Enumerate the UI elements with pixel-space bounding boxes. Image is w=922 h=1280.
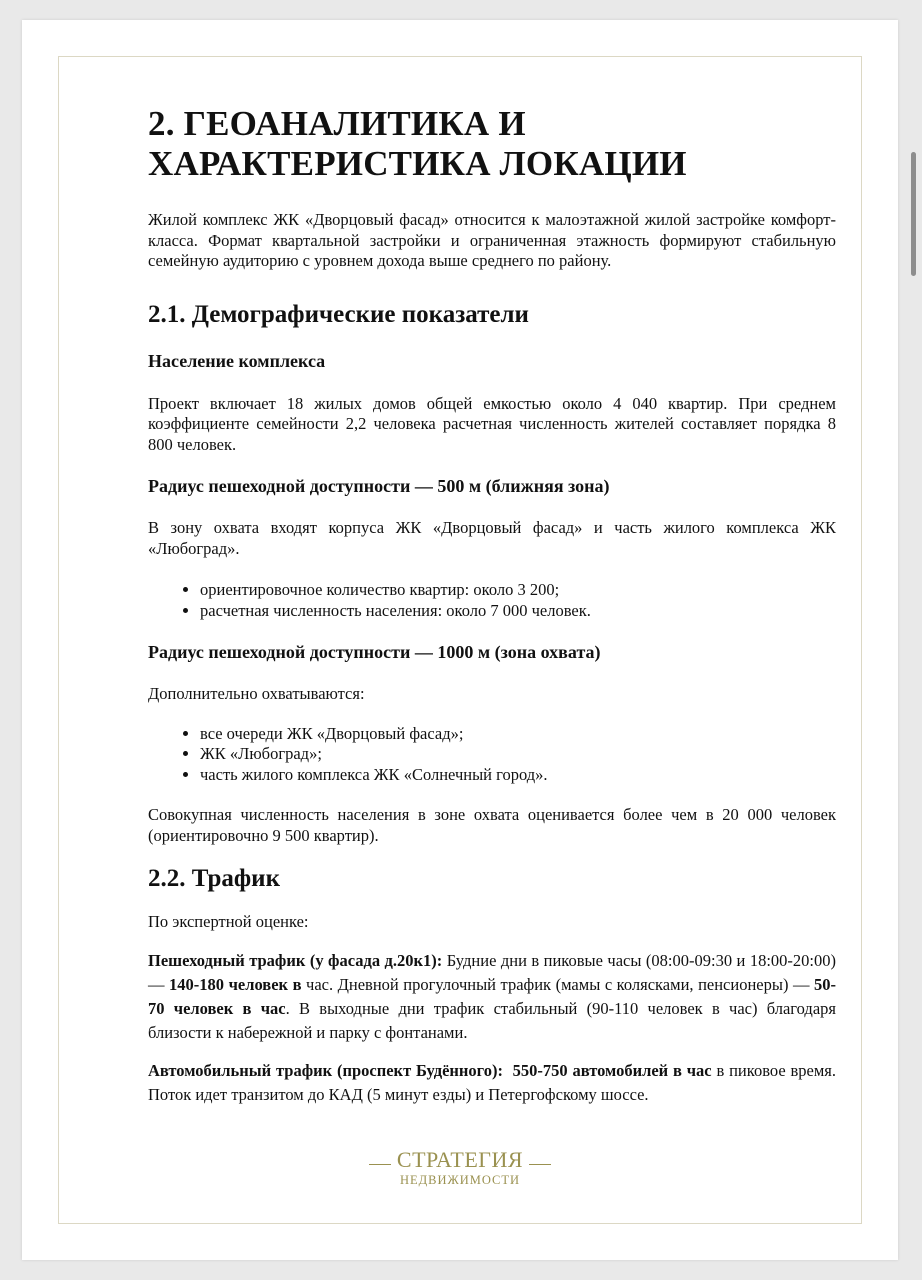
auto-traffic-label: Автомобильный трафик (проспект Будённого):	[148, 1060, 503, 1080]
pedestrian-text-1: Будние дни в пиковые часы (08:00-09:30 и 18:00-20:00) —	[148, 950, 836, 994]
list-item: • расчетная численность населения: около 7 000 человек.	[200, 601, 836, 622]
total-population-paragraph: Совокупная численность населения в зоне охвата оценивается более чем в 20 000 человек (ориентировочно 9 500 квартир).	[148, 805, 836, 845]
page-title	[148, 104, 836, 184]
logo-subtitle: НЕДВИЖИМОСТИ	[399, 1173, 521, 1187]
logo-dash-left	[369, 1164, 391, 1165]
expert-paragraph: По экспертной оценке:	[148, 912, 309, 931]
radius-1000-list	[148, 724, 836, 786]
title-line-1: 2. ГЕОАНАЛИТИКА И	[148, 104, 526, 143]
pedestrian-text-3: . В выходные дни трафик стабильный (90-110 человек в час) благодаря близости к набережной и парку с фонтанами.	[148, 998, 836, 1042]
pedestrian-peak-value: 140-180 человек в	[169, 974, 302, 994]
auto-traffic-value: 550-750 автомобилей в час	[502, 1060, 712, 1080]
list-item: • часть жилого комплекса ЖК «Солнечный город».	[200, 765, 836, 786]
auto-traffic-paragraph	[148, 1059, 836, 1107]
list-item: • ориентировочное количество квартир: около 3 200;	[200, 580, 836, 601]
section-2-1-heading: 2.1. Демографические показатели	[148, 300, 529, 328]
pedestrian-day-value: 50-70 человек в час	[148, 974, 837, 1018]
logo-brand-text: СТРАТЕГИЯ	[396, 1147, 524, 1172]
page-content	[148, 104, 836, 1107]
population-paragraph: Проект включает 18 жилых домов общей емкостью около 4 040 квартир. При среднем коэффициенте семейности 2,2 человека расчетная численность жителей составляет порядка 8 800 человек.	[148, 393, 836, 454]
population-heading: Население комплекса	[148, 350, 326, 371]
footer-logo	[22, 1148, 898, 1188]
list-item: • ЖК «Любоград»;	[200, 744, 836, 765]
pedestrian-traffic-paragraph	[148, 949, 836, 1045]
radius-500-paragraph: В зону охвата входят корпуса ЖК «Дворцовый фасад» и часть жилого комплекса ЖК «Любоград».	[148, 518, 836, 558]
pedestrian-traffic-label: Пешеходный трафик (у фасада д.20к1):	[148, 950, 443, 970]
auto-traffic-text: в пиковое время. Поток идет транзитом до КАД (5 минут езды) и Петергофскому шоссе.	[148, 1060, 836, 1104]
radius-1000-paragraph: Дополнительно охватываются:	[148, 684, 365, 703]
list-item: • все очереди ЖК «Дворцовый фасад»;	[200, 724, 836, 745]
radius-500-heading: Радиус пешеходной доступности — 500 м (ближняя зона)	[148, 476, 610, 496]
intro-paragraph: Жилой комплекс ЖК «Дворцовый фасад» относится к малоэтажной жилой застройке комфорт-класса. Формат квартальной застройки и ограниченная этажность формируют стабильную семейную аудиторию с уровнем дохода выше среднего по району.	[148, 210, 836, 270]
radius-500-list	[148, 580, 836, 621]
logo-dash-right	[529, 1164, 551, 1165]
title-line-2: ХАРАКТЕРИСТИКА ЛОКАЦИИ	[148, 144, 687, 183]
section-2-2-heading: 2.2. Трафик	[148, 865, 280, 892]
pedestrian-text-2: час. Дневной прогулочный трафик (мамы с колясками, пенсионеры) —	[301, 974, 815, 994]
document-page	[22, 20, 898, 1260]
radius-1000-heading: Радиус пешеходной доступности — 1000 м (зона охвата)	[148, 642, 601, 662]
scrollbar-thumb[interactable]	[911, 152, 916, 276]
